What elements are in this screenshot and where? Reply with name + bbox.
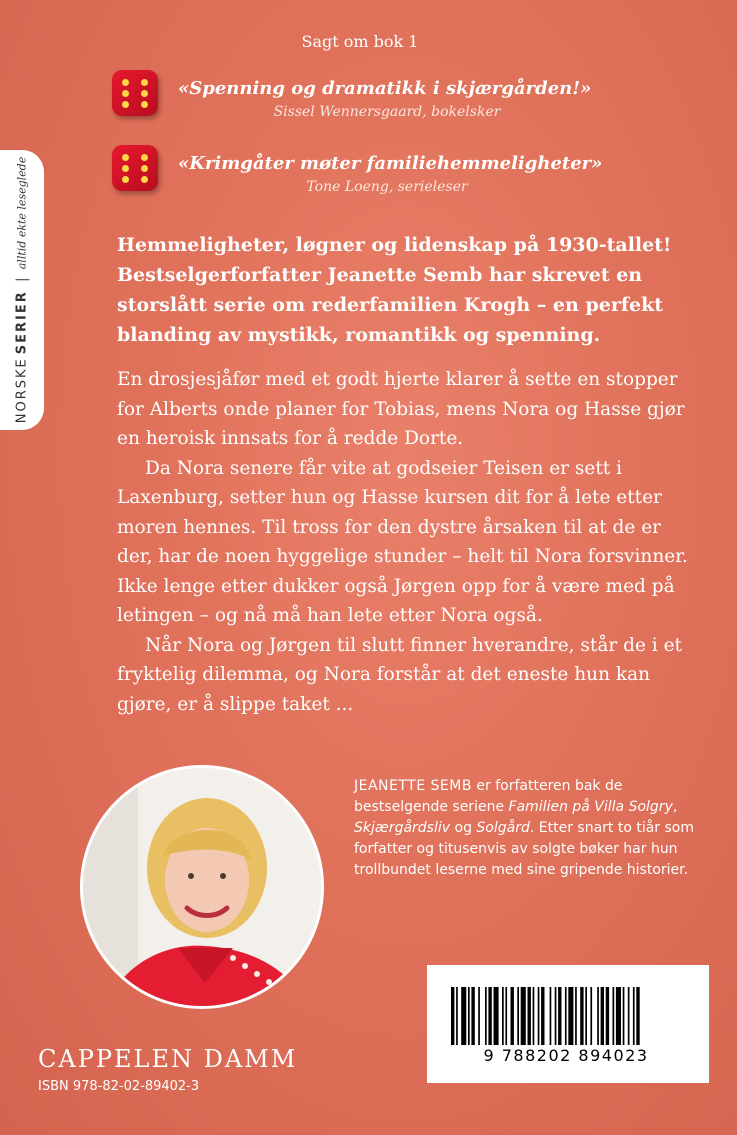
- series-title: Familien på Villa Solgry: [508, 799, 673, 815]
- barcode-icon: [427, 965, 709, 1083]
- author-photo: [80, 765, 324, 1009]
- quotes-heading: Sagt om bok 1: [301, 32, 419, 51]
- barcode-number: 9 788202 894023: [483, 1046, 649, 1065]
- barcode-bar: [461, 987, 466, 1045]
- synopsis-paragraph: Når Nora og Jørgen til slutt finner hverandre, står de i et fryktelig dilemma, og Nora forstår at det eneste hun kan gjøre, er å slippe taket ...: [117, 634, 682, 715]
- series-title: Solgård: [476, 820, 530, 836]
- barcode-bar: [505, 987, 507, 1045]
- barcode-bar: [468, 987, 470, 1045]
- synopsis: [117, 365, 697, 719]
- barcode-bar: [628, 987, 630, 1045]
- barcode-bar: [555, 987, 557, 1045]
- barcode-bar: [558, 987, 561, 1045]
- publisher-logo: CAPPELEN DAMM: [38, 1045, 298, 1073]
- intro-blurb: Hemmeligheter, løgner og lidenskap på 1930-tallet! Bestselgerforfatter Jeanette Semb har skrevet en storslått serie om rederfamilien Krogh – en perfekt blanding av mystikk, romantikk og spenning.: [117, 234, 672, 346]
- barcode-bar: [517, 987, 519, 1045]
- author-bio: [354, 776, 694, 881]
- barcode-bar: [494, 987, 499, 1045]
- dice-icon: [112, 70, 158, 116]
- barcode-bar: [488, 987, 491, 1045]
- barcode-bar: [580, 987, 583, 1045]
- series-logo-light: NORSKE: [14, 357, 30, 424]
- barcode-panel: [427, 965, 709, 1083]
- series-title: Skjærgårdsliv: [354, 820, 451, 836]
- barcode-bar: [528, 987, 531, 1045]
- series-logo-bold: SERIER: [14, 290, 30, 355]
- barcode-bar: [533, 987, 535, 1045]
- author-bio-text: ,: [672, 799, 678, 815]
- quote-text: «Spenning og dramatikk i skjærgården!»: [178, 78, 592, 99]
- barcode-bar: [565, 987, 567, 1045]
- author-name: JEANETTE SEMB: [354, 778, 472, 794]
- barcode-bar: [590, 987, 592, 1045]
- barcode-bar: [485, 987, 487, 1045]
- barcode-bar: [478, 987, 480, 1045]
- barcode-bar: [471, 987, 474, 1045]
- barcode-bar: [511, 987, 514, 1045]
- series-tagline: alltid ekte leseglede: [15, 156, 29, 270]
- barcode-bar: [451, 987, 454, 1045]
- barcode-bar: [502, 987, 504, 1045]
- quote-attribution: Sissel Wennersgaard, bokelsker: [273, 104, 501, 120]
- barcode-bar: [550, 987, 552, 1045]
- series-logo-divider: [15, 279, 29, 280]
- barcode-bar: [521, 987, 526, 1045]
- synopsis-paragraph: En drosjesjåfør med et godt hjerte klarer å sette en stopper for Alberts onde planer for Tobias, mens Nora og Hasse gjør en heroisk innsats for å redde Dorte.: [117, 369, 685, 449]
- barcode-bar: [585, 987, 587, 1045]
- isbn-text: ISBN 978-82-02-89402-3: [38, 1079, 200, 1094]
- barcode-bar: [568, 987, 573, 1045]
- quote-attribution: Tone Loeng, serieleser: [306, 179, 468, 195]
- barcode-bar: [456, 987, 458, 1045]
- barcode-bar: [636, 987, 639, 1045]
- quote-text: «Krimgåter møter familiehemmeligheter»: [178, 153, 603, 174]
- author-bio-text: er forfatteren bak de bestselgende seriene: [354, 778, 623, 815]
- barcode-bar: [623, 987, 625, 1045]
- barcode-bar: [616, 987, 621, 1045]
- barcode-bar: [541, 987, 544, 1045]
- author-portrait-icon: [83, 768, 324, 1009]
- dice-icon: [112, 145, 158, 191]
- author-bio-text: og: [450, 820, 477, 836]
- barcode-bar: [606, 987, 609, 1045]
- barcode-bar: [633, 987, 635, 1045]
- barcode-bar: [575, 987, 577, 1045]
- author-bio-text: . Etter snart to tiår som forfatter og titusenvis av solgte bøker har hun trollbundet leserne med sine gripende historier.: [354, 820, 695, 878]
- series-logo: [15, 157, 30, 423]
- barcode-bar: [538, 987, 540, 1045]
- barcode-bar: [613, 987, 615, 1045]
- barcode-bar: [597, 987, 599, 1045]
- barcode-bar: [601, 987, 604, 1045]
- synopsis-paragraph: Da Nora senere får vite at godseier Teisen er sett i Laxenburg, setter hun og Hasse kursen dit for å lete etter moren hennes. Til tross for den dystre årsaken til at de er der, har de noen hyggelige stunder – helt til Nora forsvinner. Ikke lenge etter dukker også Jørgen opp for å være med på letingen – og nå må han lete etter Nora også.: [117, 457, 688, 626]
